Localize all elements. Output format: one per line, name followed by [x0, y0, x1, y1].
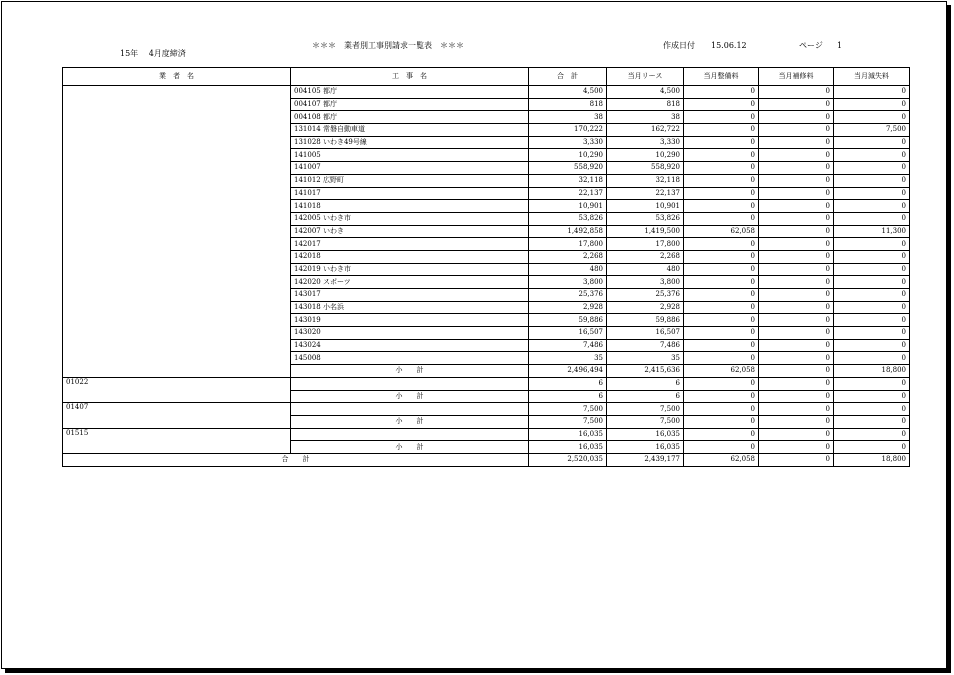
subtotal-maintenance-cell: 0	[684, 390, 759, 403]
grand-total-maintenance-cell: 62,058	[684, 453, 759, 466]
subtotal-repair-cell: 0	[759, 415, 834, 428]
grand-total-loss-cell: 18,800	[834, 453, 910, 466]
subtotal-label: 小 計	[291, 441, 529, 454]
subtotal-lease-cell: 2,415,636	[607, 365, 684, 378]
maintenance-cell: 0	[684, 200, 759, 213]
loss-cell: 0	[834, 238, 910, 251]
loss-cell: 0	[834, 136, 910, 149]
total-cell: 3,800	[529, 276, 607, 289]
total-cell: 170,222	[529, 124, 607, 137]
total-cell: 35	[529, 352, 607, 365]
subtotal-label: 小 計	[291, 390, 529, 403]
maintenance-cell: 0	[684, 339, 759, 352]
lease-cell: 59,886	[607, 314, 684, 327]
repair-cell: 0	[759, 212, 834, 225]
loss-cell: 0	[834, 352, 910, 365]
total-cell: 16,035	[529, 428, 607, 441]
subtotal-total-cell: 7,500	[529, 415, 607, 428]
subtotal-loss-cell: 0	[834, 390, 910, 403]
lease-cell: 3,330	[607, 136, 684, 149]
maintenance-cell: 0	[684, 174, 759, 187]
lease-cell: 10,901	[607, 200, 684, 213]
total-cell: 818	[529, 98, 607, 111]
project-name-cell: 143018 小名浜	[291, 301, 529, 314]
table-row	[63, 86, 910, 99]
lease-cell: 558,920	[607, 162, 684, 175]
maintenance-cell: 0	[684, 238, 759, 251]
project-name-cell: 142018	[291, 250, 529, 263]
lease-cell: 16,507	[607, 327, 684, 340]
project-name-cell: 143019	[291, 314, 529, 327]
lease-cell: 25,376	[607, 289, 684, 302]
repair-cell: 0	[759, 225, 834, 238]
loss-cell: 11,300	[834, 225, 910, 238]
total-cell: 25,376	[529, 289, 607, 302]
lease-cell: 6	[607, 377, 684, 390]
subtotal-total-cell: 6	[529, 390, 607, 403]
total-cell: 2,928	[529, 301, 607, 314]
column-header-lease: 当月リース	[607, 68, 684, 86]
column-header-project: 工 事 名	[291, 68, 529, 86]
loss-cell: 0	[834, 98, 910, 111]
subtotal-lease-cell: 16,035	[607, 441, 684, 454]
loss-cell: 0	[834, 377, 910, 390]
repair-cell: 0	[759, 352, 834, 365]
total-cell: 32,118	[529, 174, 607, 187]
subtotal-loss-cell: 18,800	[834, 365, 910, 378]
repair-cell: 0	[759, 187, 834, 200]
vendor-name-cell: 01407	[63, 403, 291, 428]
lease-cell: 10,290	[607, 149, 684, 162]
repair-cell: 0	[759, 339, 834, 352]
loss-cell: 0	[834, 149, 910, 162]
total-cell: 22,137	[529, 187, 607, 200]
lease-cell: 162,722	[607, 124, 684, 137]
repair-cell: 0	[759, 377, 834, 390]
grand-total-lease-cell: 2,439,177	[607, 453, 684, 466]
page-number: 1	[837, 41, 843, 50]
maintenance-cell: 0	[684, 136, 759, 149]
repair-cell: 0	[759, 314, 834, 327]
total-cell: 16,507	[529, 327, 607, 340]
loss-cell: 0	[834, 187, 910, 200]
total-cell: 3,330	[529, 136, 607, 149]
maintenance-cell: 0	[684, 352, 759, 365]
lease-cell: 22,137	[607, 187, 684, 200]
maintenance-cell: 0	[684, 327, 759, 340]
loss-cell: 7,500	[834, 124, 910, 137]
subtotal-label: 小 計	[291, 365, 529, 378]
maintenance-cell: 0	[684, 86, 759, 99]
repair-cell: 0	[759, 276, 834, 289]
lease-cell: 818	[607, 98, 684, 111]
column-header-maintenance: 当月整備料	[684, 68, 759, 86]
lease-cell: 16,035	[607, 428, 684, 441]
repair-cell: 0	[759, 301, 834, 314]
subtotal-lease-cell: 6	[607, 390, 684, 403]
grand-total-row	[63, 453, 910, 466]
maintenance-cell: 0	[684, 149, 759, 162]
project-name-cell: 142005 いわき市	[291, 212, 529, 225]
maintenance-cell: 0	[684, 403, 759, 416]
lease-cell: 2,928	[607, 301, 684, 314]
lease-cell: 35	[607, 352, 684, 365]
total-cell: 480	[529, 263, 607, 276]
page-shadow	[5, 669, 951, 673]
maintenance-cell: 0	[684, 111, 759, 124]
vendor-name-cell: 01515	[63, 428, 291, 453]
loss-cell: 0	[834, 200, 910, 213]
project-name-cell: 142020 スポーツ	[291, 276, 529, 289]
project-name-cell: 143020	[291, 327, 529, 340]
project-name-cell: 145008	[291, 352, 529, 365]
billing-table	[62, 67, 910, 467]
maintenance-cell: 62,058	[684, 225, 759, 238]
total-cell: 10,290	[529, 149, 607, 162]
table-body	[63, 86, 910, 467]
project-name-cell: 141017	[291, 187, 529, 200]
total-cell: 4,500	[529, 86, 607, 99]
subtotal-lease-cell: 7,500	[607, 415, 684, 428]
loss-cell: 0	[834, 162, 910, 175]
lease-cell: 32,118	[607, 174, 684, 187]
subtotal-maintenance-cell: 0	[684, 415, 759, 428]
total-cell: 2,268	[529, 250, 607, 263]
repair-cell: 0	[759, 149, 834, 162]
lease-cell: 38	[607, 111, 684, 124]
column-header-repair: 当月補修料	[759, 68, 834, 86]
maintenance-cell: 0	[684, 289, 759, 302]
vendor-name-cell: 01022	[63, 377, 291, 402]
lease-cell: 17,800	[607, 238, 684, 251]
created-date-label: 作成日付	[663, 41, 695, 50]
subtotal-loss-cell: 0	[834, 441, 910, 454]
project-name-cell: 141005	[291, 149, 529, 162]
repair-cell: 0	[759, 98, 834, 111]
repair-cell: 0	[759, 327, 834, 340]
loss-cell: 0	[834, 111, 910, 124]
total-cell: 558,920	[529, 162, 607, 175]
created-date: 15.06.12	[711, 41, 747, 50]
subtotal-total-cell: 2,496,494	[529, 365, 607, 378]
project-name-cell: 004108 都庁	[291, 111, 529, 124]
project-name-cell: 142017	[291, 238, 529, 251]
repair-cell: 0	[759, 200, 834, 213]
repair-cell: 0	[759, 162, 834, 175]
total-cell: 7,486	[529, 339, 607, 352]
subtotal-total-cell: 16,035	[529, 441, 607, 454]
lease-cell: 4,500	[607, 86, 684, 99]
loss-cell: 0	[834, 314, 910, 327]
lease-cell: 3,800	[607, 276, 684, 289]
maintenance-cell: 0	[684, 162, 759, 175]
lease-cell: 7,500	[607, 403, 684, 416]
table-row	[63, 377, 910, 390]
project-name-cell: 142007 いわき	[291, 225, 529, 238]
project-name-cell: 141018	[291, 200, 529, 213]
maintenance-cell: 0	[684, 98, 759, 111]
loss-cell: 0	[834, 174, 910, 187]
maintenance-cell: 0	[684, 314, 759, 327]
project-name-cell	[291, 377, 529, 390]
repair-cell: 0	[759, 111, 834, 124]
grand-total-label: 合 計	[63, 453, 529, 466]
project-name-cell: 143017	[291, 289, 529, 302]
project-name-cell: 141012 広野町	[291, 174, 529, 187]
total-cell: 17,800	[529, 238, 607, 251]
subtotal-repair-cell: 0	[759, 441, 834, 454]
total-cell: 1,492,858	[529, 225, 607, 238]
loss-cell: 0	[834, 86, 910, 99]
maintenance-cell: 0	[684, 250, 759, 263]
table-row	[63, 428, 910, 441]
project-name-cell	[291, 403, 529, 416]
report-title: ＊＊＊ 業者別工事別請求一覧表 ＊＊＊	[312, 41, 464, 50]
repair-cell: 0	[759, 86, 834, 99]
total-cell: 7,500	[529, 403, 607, 416]
subtotal-loss-cell: 0	[834, 415, 910, 428]
lease-cell: 7,486	[607, 339, 684, 352]
report-period: 15年 4月度締済	[120, 49, 186, 58]
loss-cell: 0	[834, 428, 910, 441]
loss-cell: 0	[834, 276, 910, 289]
project-name-cell	[291, 428, 529, 441]
project-name-cell: 131028 いわき49号線	[291, 136, 529, 149]
column-header-loss: 当月減失料	[834, 68, 910, 86]
loss-cell: 0	[834, 301, 910, 314]
repair-cell: 0	[759, 289, 834, 302]
table-header-row	[63, 68, 910, 86]
total-cell: 53,826	[529, 212, 607, 225]
repair-cell: 0	[759, 403, 834, 416]
maintenance-cell: 0	[684, 124, 759, 137]
total-cell: 6	[529, 377, 607, 390]
project-name-cell: 141007	[291, 162, 529, 175]
vendor-name-cell	[63, 86, 291, 378]
project-name-cell: 004105 都庁	[291, 86, 529, 99]
maintenance-cell: 0	[684, 428, 759, 441]
maintenance-cell: 0	[684, 377, 759, 390]
project-name-cell: 143024	[291, 339, 529, 352]
project-name-cell: 142019 いわき市	[291, 263, 529, 276]
table-row	[63, 403, 910, 416]
grand-total-total-cell: 2,520,035	[529, 453, 607, 466]
loss-cell: 0	[834, 263, 910, 276]
loss-cell: 0	[834, 327, 910, 340]
maintenance-cell: 0	[684, 276, 759, 289]
loss-cell: 0	[834, 212, 910, 225]
loss-cell: 0	[834, 289, 910, 302]
lease-cell: 480	[607, 263, 684, 276]
repair-cell: 0	[759, 238, 834, 251]
repair-cell: 0	[759, 250, 834, 263]
page-label: ページ	[799, 41, 823, 50]
lease-cell: 2,268	[607, 250, 684, 263]
maintenance-cell: 0	[684, 212, 759, 225]
repair-cell: 0	[759, 428, 834, 441]
total-cell: 10,901	[529, 200, 607, 213]
loss-cell: 0	[834, 403, 910, 416]
maintenance-cell: 0	[684, 263, 759, 276]
page-shadow	[947, 5, 951, 672]
maintenance-cell: 0	[684, 301, 759, 314]
repair-cell: 0	[759, 174, 834, 187]
subtotal-repair-cell: 0	[759, 365, 834, 378]
lease-cell: 1,419,500	[607, 225, 684, 238]
total-cell: 59,886	[529, 314, 607, 327]
grand-total-repair-cell: 0	[759, 453, 834, 466]
repair-cell: 0	[759, 263, 834, 276]
column-header-total: 合 計	[529, 68, 607, 86]
maintenance-cell: 0	[684, 187, 759, 200]
project-name-cell: 131014 常磐自動車道	[291, 124, 529, 137]
repair-cell: 0	[759, 136, 834, 149]
total-cell: 38	[529, 111, 607, 124]
subtotal-repair-cell: 0	[759, 390, 834, 403]
lease-cell: 53,826	[607, 212, 684, 225]
repair-cell: 0	[759, 124, 834, 137]
loss-cell: 0	[834, 339, 910, 352]
column-header-vendor: 業 者 名	[63, 68, 291, 86]
subtotal-label: 小 計	[291, 415, 529, 428]
subtotal-maintenance-cell: 0	[684, 441, 759, 454]
subtotal-maintenance-cell: 62,058	[684, 365, 759, 378]
loss-cell: 0	[834, 250, 910, 263]
project-name-cell: 004107 都庁	[291, 98, 529, 111]
